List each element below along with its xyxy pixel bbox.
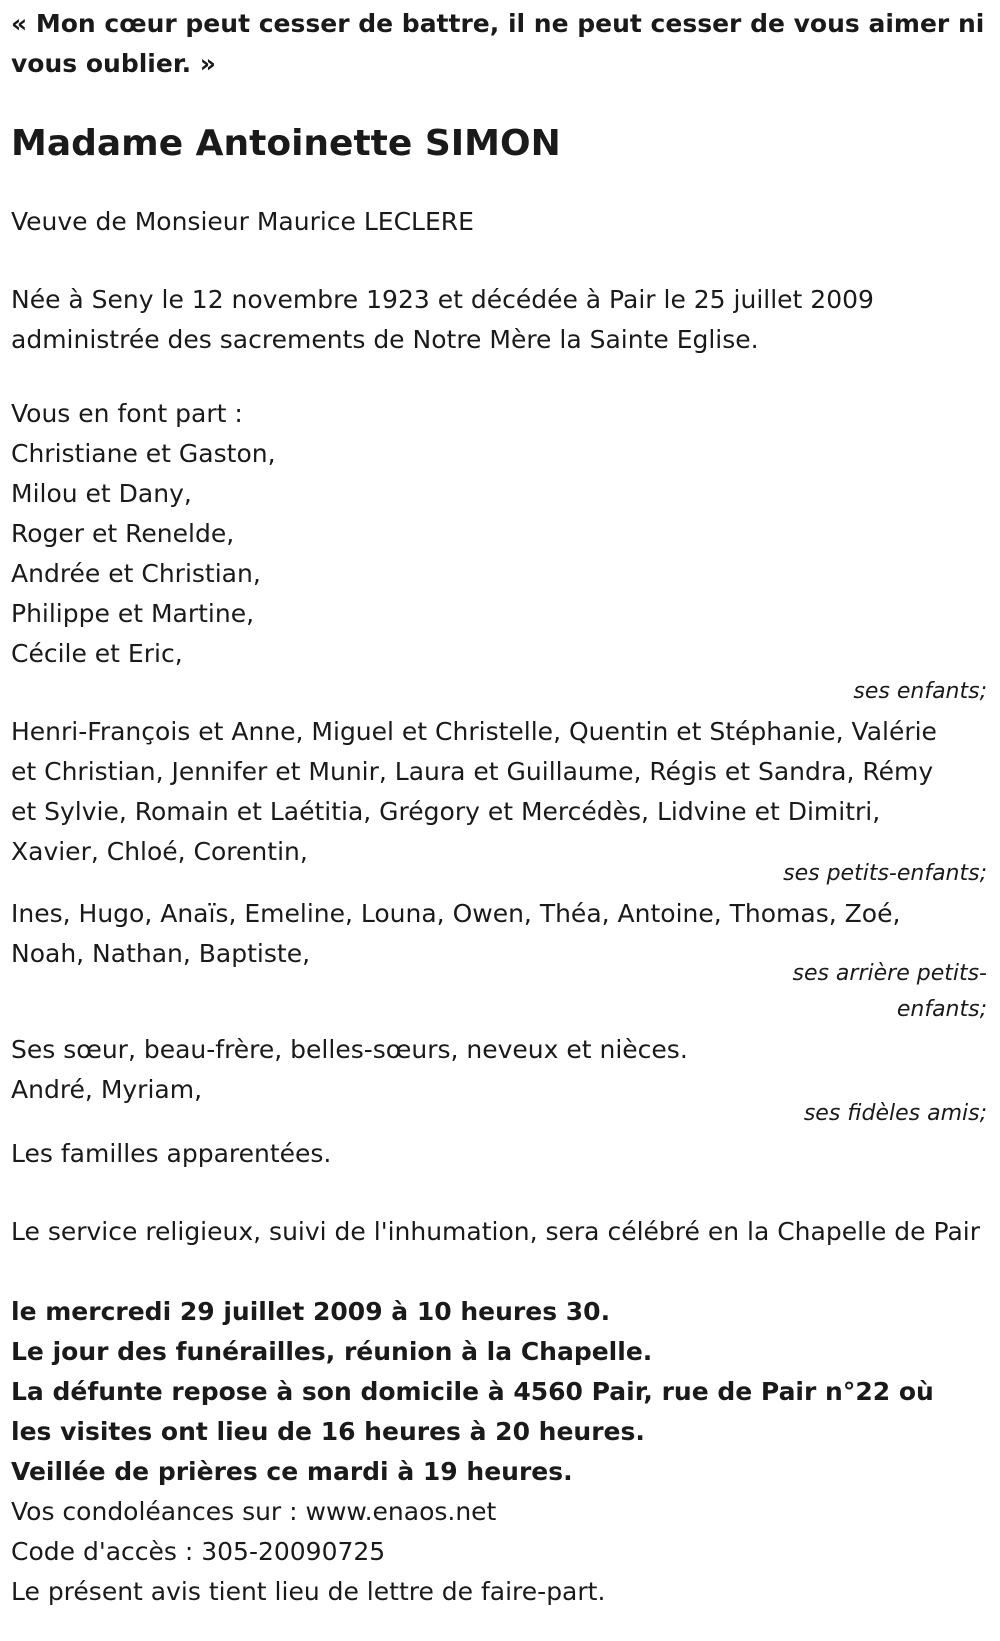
announce-intro: Vous en font part :: [11, 399, 243, 428]
families-line: Les familles apparentées.: [11, 1139, 332, 1168]
list-item: Christiane et Gaston,: [11, 439, 276, 468]
list-item: Milou et Dany,: [11, 479, 192, 508]
children-list: [11, 434, 990, 674]
list-item: Cécile et Eric,: [11, 639, 183, 668]
birth-death-block: [11, 280, 990, 360]
list-item: Philippe et Martine,: [11, 599, 255, 628]
widow-of: Veuve de Monsieur Maurice LECLERE: [11, 207, 474, 236]
epigraph-quote: « Mon cœur peut cesser de battre, il ne peut cesser de vous aimer ni vous oublier. »: [11, 9, 985, 78]
children-label: ses enfants;: [853, 679, 987, 704]
grandchildren-list: Henri-François et Anne, Miguel et Christelle, Quentin et Stéphanie, Valérie et Christian, Jennifer et Munir, Laura et Guillaume, Régis et Sandra, Rémy et Sylvie, Romain et Laétitia, Grégory et Mercédès, Lidvine et Dimitri, Xavier, Chloé, Corentin,: [11, 717, 937, 866]
access-code-line: Code d'accès : 305-20090725: [11, 1537, 386, 1566]
service-date: le mercredi 29 juillet 2009 à 10 heures 30.: [11, 1297, 611, 1326]
condolences-line: Vos condoléances sur : www.enaos.net: [11, 1497, 497, 1526]
grandchildren-label: ses petits-enfants;: [783, 861, 987, 886]
closing-line: Le présent avis tient lieu de lettre de faire-part.: [11, 1577, 606, 1606]
service-line: Le service religieux, suivi de l'inhumation, sera célébré en la Chapelle de Pair: [11, 1217, 980, 1246]
service-details: [11, 1292, 990, 1612]
friends-line: André, Myriam,: [11, 1075, 203, 1104]
rest-location: La défunte repose à son domicile à 4560 Pair, rue de Pair n°22 où: [11, 1377, 934, 1406]
great-grandchildren-label: ses arrière petits-enfants;: [792, 961, 987, 1022]
deceased-name: Madame Antoinette SIMON: [11, 123, 561, 164]
gathering-info: Le jour des funérailles, réunion à la Chapelle.: [11, 1337, 653, 1366]
children-block: [11, 394, 990, 674]
list-item: Roger et Renelde,: [11, 519, 235, 548]
sacraments-line: administrée des sacrements de Notre Mère la Sainte Eglise.: [11, 325, 759, 354]
friends-label: ses fidèles amis;: [803, 1101, 987, 1126]
great-grandchildren-list: Ines, Hugo, Anaïs, Emeline, Louna, Owen, Théa, Antoine, Thomas, Zoé, Noah, Nathan, Baptiste,: [11, 899, 901, 968]
siblings-line: Ses sœur, beau-frère, belles-sœurs, neveux et nièces.: [11, 1035, 688, 1064]
list-item: Andrée et Christian,: [11, 559, 261, 588]
birth-death-line: Née à Seny le 12 novembre 1923 et décédée à Pair le 25 juillet 2009: [11, 285, 874, 314]
visiting-hours: les visites ont lieu de 16 heures à 20 heures.: [11, 1417, 645, 1446]
prayer-vigil: Veillée de prières ce mardi à 19 heures.: [11, 1457, 573, 1486]
